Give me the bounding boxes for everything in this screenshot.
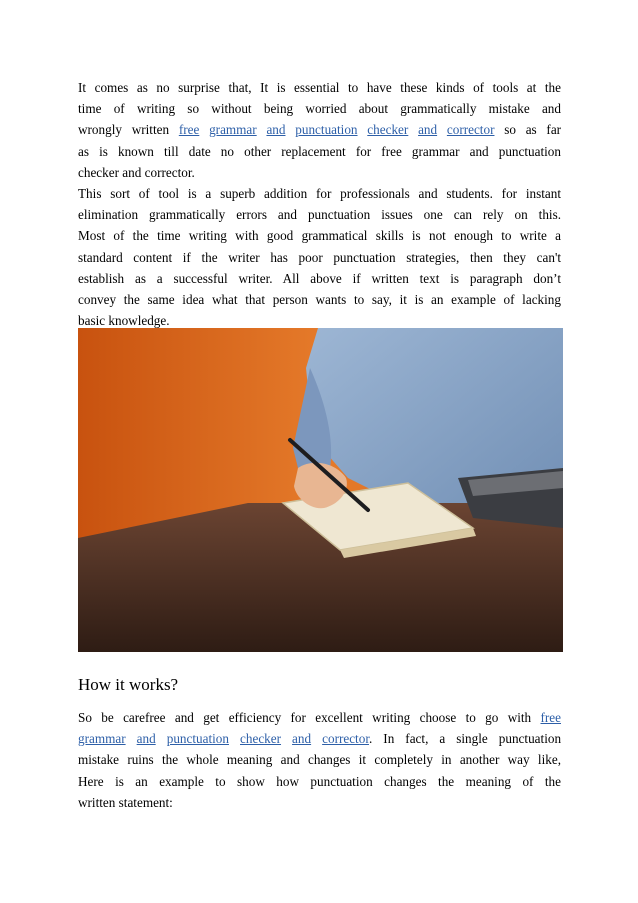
text-segment	[257, 122, 267, 137]
text-line	[78, 728, 561, 749]
text-segment: It comes as no surprise that, It is essential to have these kinds of tools at the	[78, 80, 561, 95]
text-segment: written statement:	[78, 794, 173, 810]
text-line	[78, 225, 561, 246]
text-line	[78, 707, 561, 728]
text-segment	[437, 122, 447, 137]
text-segment: mistake ruins the whole meaning and changes it completely in another way like,	[78, 752, 561, 768]
text-segment	[358, 122, 368, 137]
text-line	[78, 792, 561, 813]
paragraph-how-it-works	[78, 707, 561, 813]
link-corrector[interactable]: corrector	[322, 731, 369, 747]
link-checker[interactable]: checker	[240, 731, 282, 747]
text-segment: so as far	[494, 122, 562, 138]
text-segment: So be carefree and get efficiency for excellent writing choose to go with	[78, 710, 541, 725]
text-segment: checker and corrector.	[78, 164, 195, 180]
text-segment: establish as a successful writer. All above if written text is paragraph don’t	[78, 270, 561, 286]
paragraph-tool-benefits	[78, 183, 561, 331]
link-grammar[interactable]: grammar	[209, 122, 257, 138]
link-and[interactable]: and	[418, 122, 438, 138]
text-segment	[281, 731, 292, 746]
text-line	[78, 77, 561, 98]
text-segment: This sort of tool is a superb addition for professionals and students. for instant	[78, 186, 561, 201]
text-line	[78, 268, 561, 289]
link-free[interactable]: free	[540, 710, 561, 725]
text-segment: standard content if the writer has poor punctuation strategies, then they can't	[78, 249, 561, 265]
section-heading-how-it-works: How it works?	[78, 675, 179, 694]
text-segment	[126, 731, 137, 746]
text-segment: wrongly written	[78, 122, 179, 138]
text-segment: elimination grammatically errors and punctuation issues one can rely on this.	[78, 207, 561, 223]
link-and[interactable]: and	[266, 122, 286, 138]
text-line	[78, 162, 561, 183]
link-free[interactable]: free	[178, 122, 200, 138]
link-punctuation[interactable]: punctuation	[166, 731, 229, 747]
link-punctuation[interactable]: punctuation	[295, 122, 358, 138]
text-line	[78, 141, 561, 162]
text-line	[78, 119, 561, 140]
text-line	[78, 749, 561, 770]
writing-photo	[78, 328, 563, 652]
text-segment: convey the same idea what that person wants to say, it is an example of lacking	[78, 292, 561, 308]
text-segment	[156, 731, 167, 746]
text-line	[78, 183, 561, 204]
text-segment	[311, 731, 322, 746]
text-segment: time of writing so without being worried about grammatically mistake and	[78, 101, 561, 117]
link-and[interactable]: and	[292, 731, 312, 747]
link-grammar[interactable]: grammar	[78, 731, 126, 747]
text-segment: Most of the time writing with good grammatical skills is not enough to write a	[78, 228, 561, 244]
text-line	[78, 247, 561, 268]
text-segment: Here is an example to show how punctuation changes the meaning of the	[78, 773, 561, 789]
text-line	[78, 289, 561, 310]
text-segment	[286, 122, 296, 137]
paragraph-tools-intro	[78, 77, 561, 183]
text-segment: basic knowledge.	[78, 313, 170, 329]
text-segment: as is known till date no other replacement for free grammar and punctuation	[78, 143, 561, 159]
text-line	[78, 98, 561, 119]
link-checker[interactable]: checker	[367, 122, 409, 138]
link-and[interactable]: and	[136, 731, 156, 747]
link-corrector[interactable]: corrector	[446, 122, 495, 138]
text-segment	[408, 122, 418, 137]
text-line	[78, 204, 561, 225]
text-segment	[229, 731, 240, 746]
text-line	[78, 771, 561, 792]
text-segment	[199, 122, 209, 137]
text-segment: . In fact, a single punctuation	[368, 731, 562, 747]
